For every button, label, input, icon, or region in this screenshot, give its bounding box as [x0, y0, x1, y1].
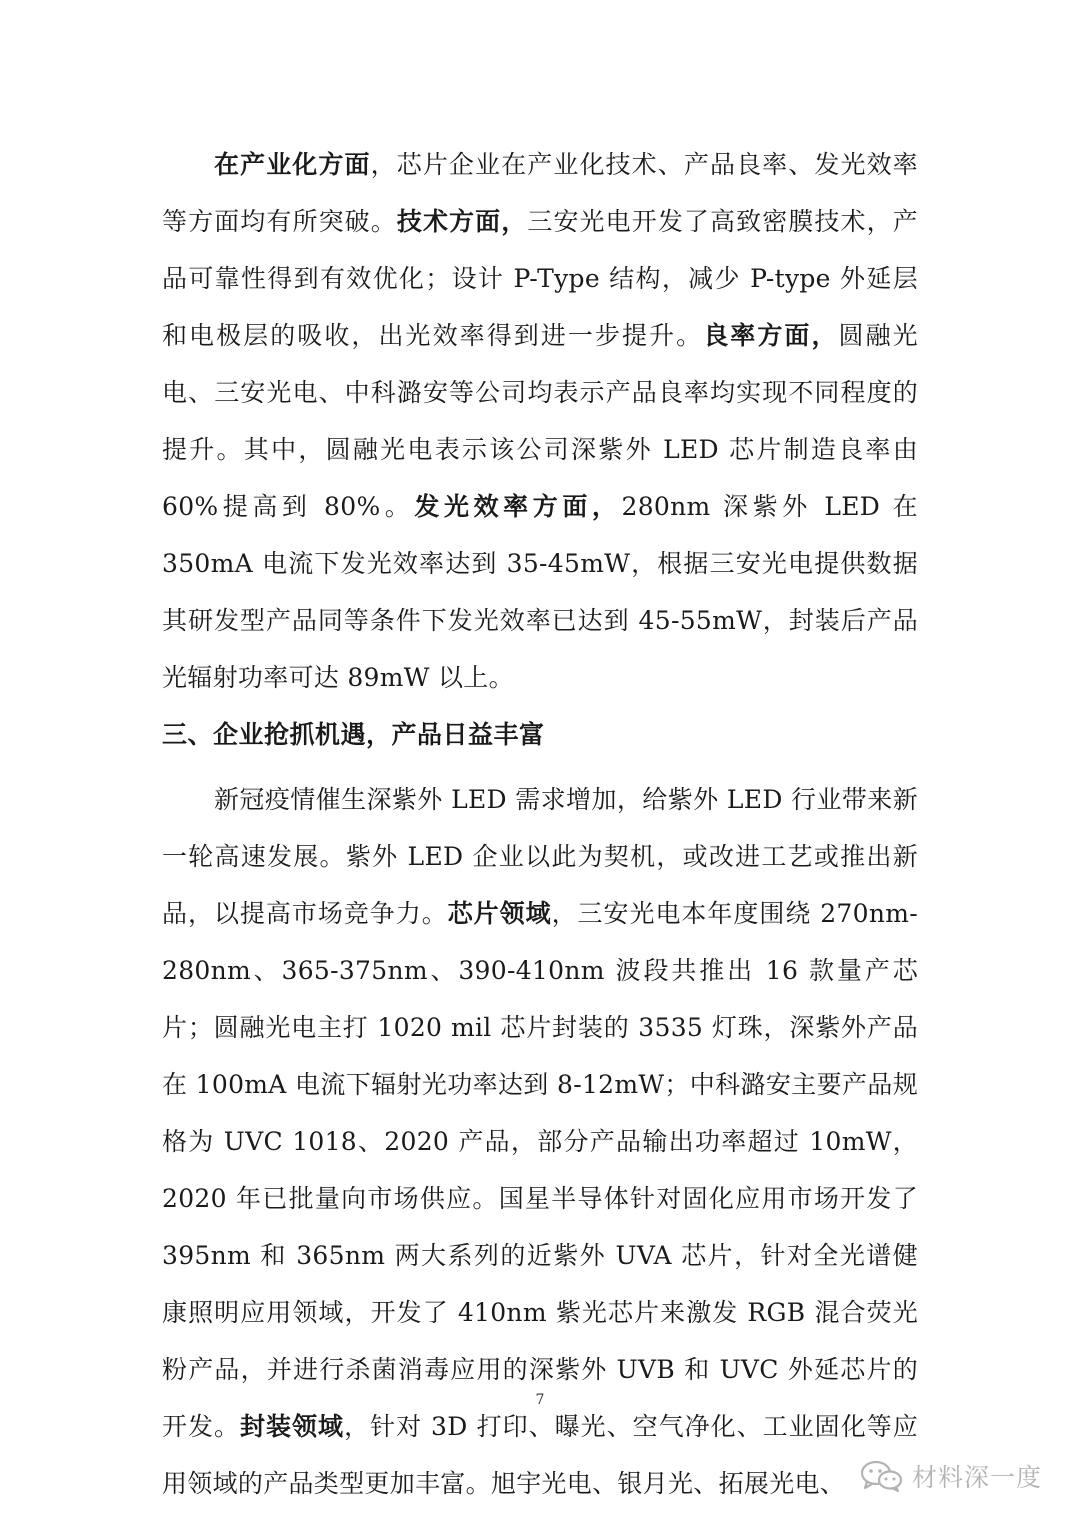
text-run: ，芯片企业在产业化技术、产品良率、发光效率等方面均有所突破。	[162, 150, 918, 236]
page-number: 7	[535, 1392, 545, 1408]
text-run: 新冠疫情催生深紫外 LED 需求增加，给紫外 LED 行业带来新一轮高速发展。紫外 LED 企业以此为契机，或改进工艺或推出新品，以提高市场竞争力。	[162, 785, 918, 928]
text-run: 280nm 深紫外 LED 在 350mA 电流下发光效率达到 35-45mW，根据三安光电提供数据其研发型产品同等条件下发光效率已达到 45-55mW，封装后产品光辐射功率可达 89mW 以上。	[162, 492, 918, 692]
bold-package-heading: 封装领域	[240, 1412, 345, 1441]
text-run: 圆融光电、三安光电、中科潞安等公司均表示产品良率均实现不同程度的提升。其中，圆融光电表示该公司深紫外 LED 芯片制造良率由 60%提高到 80%。	[162, 321, 918, 521]
paragraph-industrialization	[162, 136, 918, 706]
text-run: 三安光电开发了高致密膜技术，产品可靠性得到有效优化；设计 P-Type 结构，减少 P-type 外延层和电极层的吸收，出光效率得到进一步提升。	[162, 207, 918, 350]
bold-yield-heading: 良率方面，	[703, 321, 839, 350]
bold-efficiency-heading: 发光效率方面，	[414, 492, 622, 521]
text-run: ，三安光电本年度围绕 270nm-280nm、365-375nm、390-410nm 波段共推出 16 款量产芯片；圆融光电主打 1020 mil 芯片封装的 3535 灯珠，深紫外产品在 100mA 电流下辐射光功率达到 8-12mW；中科潞安主要产品规格为 UVC 1018、2020 产品，部分产品输出功率超过 10mW，2020 年已批量向市场供应。国星半导体针对固化应用市场开发了 395nm 和 365nm 两大系列的近紫外 UVA 芯片，针对全光谱健康照明应用领域，开发了 410nm 紫光芯片来激发 RGB 混合荧光粉产品，并进行杀菌消毒应用的深紫外 UVB 和 UVC 外延芯片的开发。	[162, 899, 918, 1441]
bold-lead: 在产业化方面	[214, 150, 371, 179]
wechat-icon	[860, 1459, 904, 1493]
bold-tech-heading: 技术方面，	[396, 207, 528, 236]
bold-chip-heading: 芯片领域	[447, 899, 552, 928]
section-heading: 三、企业抢抓机遇，产品日益丰富	[162, 720, 545, 749]
watermark	[860, 1458, 1042, 1494]
text-run: ，针对 3D 打印、曝光、空气净化、工业固化等应用领域的产品类型更加丰富。旭宇光电、银月光、拓展光电、	[162, 1412, 919, 1498]
document-body	[162, 136, 918, 1512]
watermark-text: 材料深一度	[911, 1463, 1042, 1492]
